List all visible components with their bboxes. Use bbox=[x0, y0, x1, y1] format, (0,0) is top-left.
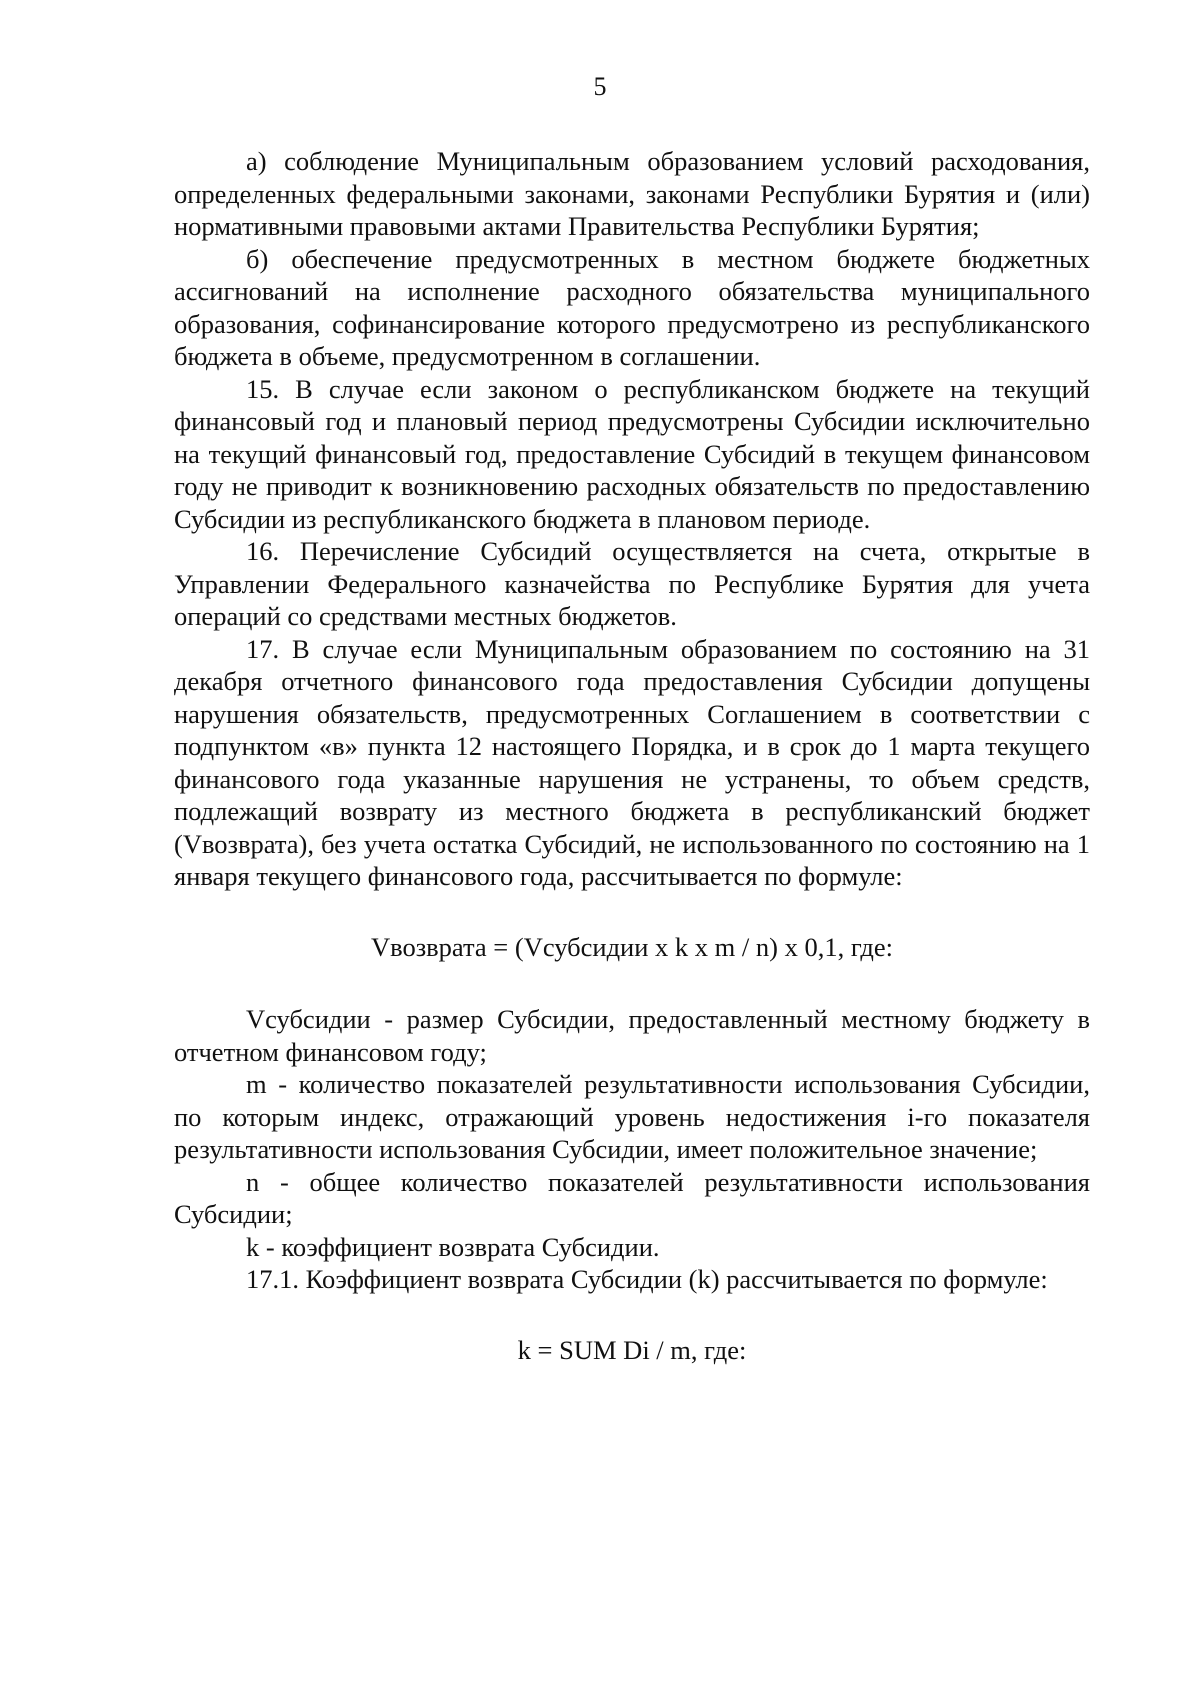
document-body bbox=[174, 145, 1090, 1366]
page-number: 5 bbox=[593, 72, 607, 101]
paragraph-17-1: 17.1. Коэффициент возврата Субсидии (k) рассчитывается по формуле: bbox=[246, 1264, 1048, 1294]
paragraph-15: 15. В случае если законом о республиканском бюджете на текущий финансовый год и плановый период предусмотрены Субсидии исключительно на текущий финансовый год, предоставление Субсидий в текущем финансовом году не приводит к возникновению расходных обязательств по предоставлению Субсидии из республиканского бюджета в плановом периоде. bbox=[174, 373, 1090, 534]
paragraph-b: б) обеспечение предусмотренных в местном бюджете бюджетных ассигнований на исполнение расходного обязательства муниципального образования, софинансирование которого предусмотрено из республиканского бюджета в объеме, предусмотренном в соглашении. bbox=[174, 243, 1090, 371]
paragraph-16: 16. Перечисление Субсидий осуществляется на счета, открытые в Управлении Федерального казначейства по Республике Бурятия для учета операций со средствами местных бюджетов. bbox=[174, 536, 1090, 631]
paragraph-a: а) соблюдение Муниципальным образованием условий расходования, определенных федеральными законами, законами Республики Бурятия и (или) нормативными правовыми актами Правительства Республики Бурятия; bbox=[174, 146, 1090, 241]
definition-n: n - общее количество показателей результативности использования Субсидии; bbox=[174, 1166, 1090, 1229]
paragraph-17: 17. В случае если Муниципальным образованием по состоянию на 31 декабря отчетного финансового года предоставления Субсидии допущены нарушения обязательств, предусмотренных Соглашением в соответствии с подпунктом «в» пункта 12 настоящего Порядка, и в срок до 1 марта текущего финансового года указанные нарушения не устранены, то объем средств, подлежащий возврату из местного бюджета в республиканский бюджет (Vвозврата), без учета остатка Субсидий, не использованного по состоянию на 1 января текущего финансового года, рассчитывается по формуле: bbox=[174, 633, 1090, 891]
definition-k: k - коэффициент возврата Субсидии. bbox=[246, 1231, 660, 1262]
definition-m: m - количество показателей результативности использования Субсидии, по которым индекс, отражающий уровень недостижения i-го показателя результативности использования Субсидии, имеет положительное значение; bbox=[174, 1069, 1090, 1164]
definition-v-subsidy: Vсубсидии - размер Субсидии, предоставленный местному бюджету в отчетном финансовом году; bbox=[174, 1004, 1090, 1067]
formula-refund-volume: Vвозврата = (Vсубсидии x k x m / n) x 0,1, где: bbox=[370, 931, 894, 962]
formula-refund-coefficient: k = SUM Di / m, где: bbox=[517, 1334, 747, 1365]
